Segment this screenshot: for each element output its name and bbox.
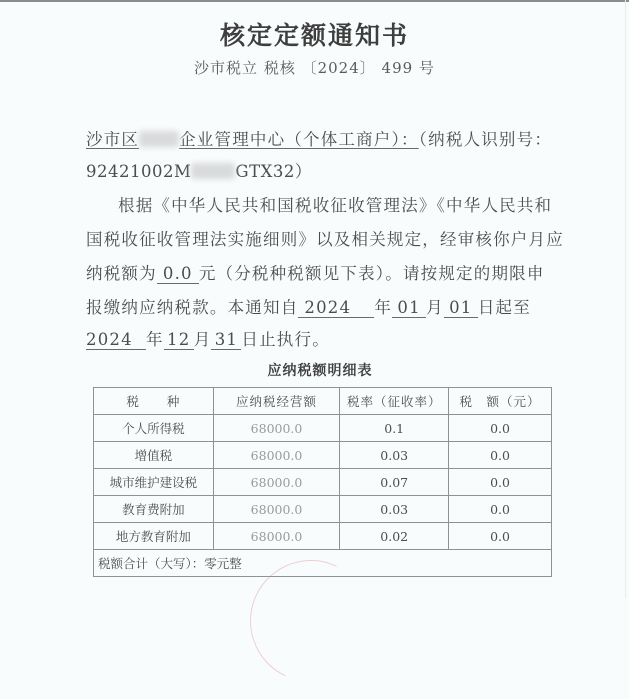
table-row: [94, 496, 552, 523]
end-year: 2024: [86, 331, 146, 350]
body-line-4-pre: 报缴纳应纳税款。本通知自: [86, 298, 299, 317]
page-right-edge: [625, 0, 626, 598]
cell-rate: 0.07: [340, 469, 449, 496]
table-title: 应纳税额明细表: [267, 363, 373, 379]
start-year: 2024: [298, 299, 374, 318]
end-month-label: 月: [193, 330, 212, 349]
total-amount-in-words: 税额合计（大写）：零元整: [94, 550, 552, 577]
redacted-name: [139, 131, 179, 147]
body-line-3-post: 元（分税种税额见下表）。请按规定的期限申: [198, 264, 545, 283]
cell-tax-type: 增值税: [94, 442, 214, 469]
end-suffix: 日止执行。: [241, 330, 330, 349]
start-suffix: 日起至: [477, 298, 531, 317]
start-month: 01: [392, 299, 426, 318]
table-row: [94, 469, 552, 496]
cell-tax-amount: 0.0: [449, 415, 552, 442]
cell-tax-amount: 0.0: [449, 442, 552, 469]
table-row: [94, 442, 552, 469]
cell-rate: 0.03: [340, 442, 449, 469]
addressee-suffix: 企业管理中心（个体工商户）：: [179, 130, 419, 149]
header-base-amount: 应纳税经营额: [213, 388, 340, 415]
taxpayer-id-line: [86, 158, 312, 182]
cell-base-amount: 68000.0: [213, 442, 340, 469]
cell-tax-type: 教育费附加: [94, 496, 214, 523]
addressee-name: [86, 130, 419, 149]
cell-tax-type: 地方教育附加: [94, 523, 214, 550]
document-title: 核定定额通知书: [219, 21, 409, 50]
page-top-border: [0, 0, 629, 2]
body-line-5: [86, 326, 330, 350]
cell-tax-type: 城市维护建设税: [94, 469, 214, 496]
taxpayer-id-end: GTX32）: [235, 162, 312, 181]
body-line-4: [86, 294, 531, 318]
addressee-line: [86, 126, 552, 150]
header-rate: 税率（征收率）: [340, 388, 449, 415]
cell-rate: 0.03: [340, 496, 449, 523]
table-header-row: [94, 388, 552, 415]
monthly-tax-value: 0.0: [157, 265, 199, 284]
cell-base-amount: 68000.0: [213, 523, 340, 550]
body-line-1: 根据《中华人民共和国税收征收管理法》《中华人民共和: [118, 196, 553, 215]
end-year-label: 年: [146, 330, 164, 349]
cell-rate: 0.1: [340, 415, 449, 442]
month-label: 月: [426, 298, 444, 317]
cell-base-amount: 68000.0: [213, 415, 340, 442]
tax-detail-table: [93, 387, 552, 577]
header-tax-amount: 税 额（元）: [449, 388, 552, 415]
table-row: [94, 523, 552, 550]
year-label: 年: [374, 298, 393, 317]
cell-tax-type: 个人所得税: [94, 415, 214, 442]
cell-rate: 0.02: [340, 523, 449, 550]
document-number: 沙市税立 税核 〔2024〕 499 号: [194, 59, 435, 77]
start-day: 01: [444, 299, 478, 318]
body-line-2: 国税收征收管理法实施细则》以及相关规定，经审核你户月应: [86, 230, 564, 249]
body-line-3-pre: 纳税额为: [86, 264, 157, 283]
cell-base-amount: 68000.0: [213, 496, 340, 523]
cell-tax-amount: 0.0: [449, 496, 552, 523]
table-row: [94, 415, 552, 442]
header-tax-type: 税 种: [94, 388, 214, 415]
end-month: 12: [164, 331, 194, 350]
cell-base-amount: 68000.0: [213, 469, 340, 496]
cell-tax-amount: 0.0: [449, 469, 552, 496]
taxpayer-id-label: （纳税人识别号：: [418, 130, 553, 149]
body-line-3: [86, 260, 545, 284]
cell-tax-amount: 0.0: [449, 523, 552, 550]
redacted-taxpayer-id: [191, 163, 235, 179]
end-day: 31: [211, 331, 241, 350]
addressee-prefix: 沙市区: [86, 130, 140, 149]
taxpayer-id-start: 92421002M: [86, 162, 192, 181]
